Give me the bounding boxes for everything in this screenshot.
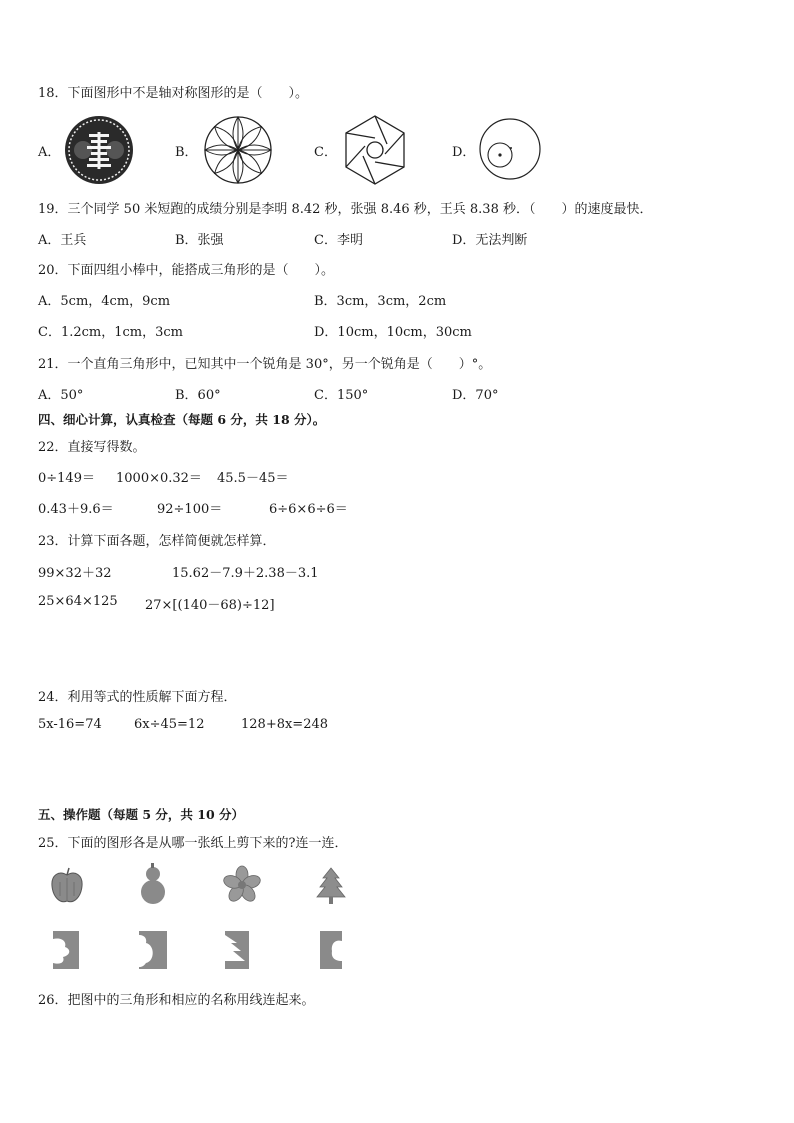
q24-equation: 5x-16=74 — [38, 717, 102, 732]
q25-stem: 25．下面的图形各是从哪一张纸上剪下来的?连一连． — [38, 836, 348, 851]
q22-item: 92÷100＝ — [157, 502, 223, 517]
circle-petal-rose-icon — [202, 114, 274, 186]
q19-option-c: C．李明 — [314, 233, 363, 248]
q20-option-c: C．1.2cm，1cm，3cm — [38, 325, 183, 340]
q26-stem: 26．把图中的三角形和相应的名称用线连起来。 — [38, 993, 315, 1008]
folded-paper-tree-icon — [223, 929, 251, 971]
q20-option-b: B．3cm，3cm，2cm — [314, 294, 447, 309]
q22-item: 0.43＋9.6＝ — [38, 502, 114, 517]
q24-stem: 24．利用等式的性质解下面方程． — [38, 690, 237, 705]
q23-item: 99×32＋32 — [38, 566, 112, 581]
q21-option-a: A．50° — [38, 388, 84, 403]
gourd-cutout-icon — [136, 862, 170, 906]
q24-equation: 128+8x=248 — [241, 717, 329, 732]
q24-equation: 6x÷45=12 — [134, 717, 205, 732]
q18-option-b-label: B． — [175, 145, 198, 160]
section5-heading: 五、操作题（每题 5 分，共 10 分） — [38, 807, 245, 822]
q22-item: 6÷6×6÷6＝ — [269, 502, 348, 517]
q21-option-d: D．70° — [452, 388, 499, 403]
q18-option-a-label: A． — [38, 145, 61, 160]
pine-tree-cutout-icon — [315, 866, 347, 906]
q18-stem: 18．下面图形中不是轴对称图形的是（ ）。 — [38, 86, 309, 101]
double-happiness-emblem-icon — [63, 114, 135, 186]
q20-option-d: D．10cm，10cm，30cm — [314, 325, 472, 340]
q19-option-b: B．张强 — [175, 233, 224, 248]
nested-circles-icon — [478, 117, 542, 181]
flower-cutout-icon — [222, 865, 262, 905]
q23-item: 27×[(140－68)÷12] — [145, 598, 275, 613]
q19-option-a: A．王兵 — [38, 233, 87, 248]
q22-item: 1000×0.32＝ — [116, 471, 202, 486]
pinwheel-hexagon-icon — [337, 112, 413, 188]
q20-option-a: A．5cm，4cm，9cm — [38, 294, 171, 309]
q23-item: 15.62－7.9＋2.38－3.1 — [172, 566, 319, 581]
q19-stem: 19．三个同学 50 米短跑的成绩分别是李明 8.42 秒，张强 8.46 秒，王兵 8.38 秒．（ ）的速度最快． — [38, 202, 653, 217]
q20-stem: 20．下面四组小棒中，能搭成三角形的是（ ）。 — [38, 263, 335, 278]
q22-stem: 22．直接写得数。 — [38, 440, 146, 455]
q23-stem: 23．计算下面各题，怎样简便就怎样算． — [38, 534, 276, 549]
q23-item: 25×64×125 — [38, 594, 118, 609]
folded-paper-gourd-icon — [137, 929, 169, 971]
q21-stem: 21．一个直角三角形中，已知其中一个锐角是 30°，另一个锐角是（ ）°。 — [38, 357, 492, 372]
q22-item: 0÷149＝ — [38, 471, 95, 486]
apple-cutout-icon — [49, 866, 85, 906]
q18-option-c-label: C． — [314, 145, 337, 160]
q19-option-d: D．无法判断 — [452, 233, 528, 248]
q21-option-b: B．60° — [175, 388, 221, 403]
q21-option-c: C．150° — [314, 388, 369, 403]
section4-heading: 四、细心计算，认真检查（每题 6 分，共 18 分）。 — [38, 412, 326, 427]
folded-paper-flower-icon — [51, 929, 81, 971]
q22-item: 45.5－45＝ — [217, 471, 289, 486]
q18-option-d-label: D． — [452, 145, 476, 160]
folded-paper-apple-icon — [318, 929, 344, 971]
